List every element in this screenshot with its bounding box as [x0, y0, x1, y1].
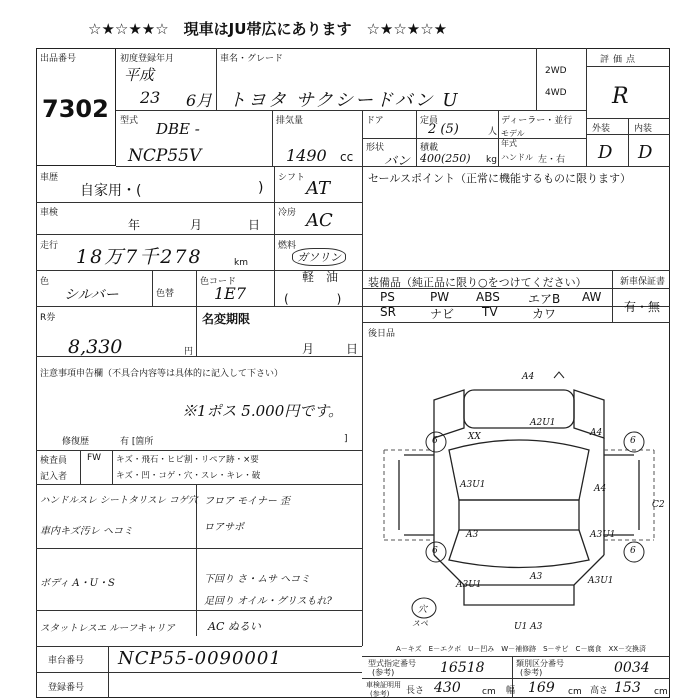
color-value: シルバー — [64, 287, 119, 303]
doors-label: ドア — [366, 116, 384, 126]
name-change-label: 名変期限 — [202, 312, 251, 326]
category-value: 0034 — [614, 660, 650, 676]
mark-a3u1-left: A3U1 — [460, 480, 486, 490]
inspector-code: FW — [87, 453, 102, 463]
mark-a3-left: A3 — [466, 530, 479, 540]
repair-close: ] — [344, 434, 348, 444]
model-code: NCP55V — [128, 146, 202, 166]
mileage-value: 18万7千278 — [76, 246, 203, 268]
dealer-model-sub: 年式 — [501, 139, 517, 148]
load-value: 400(250) — [420, 152, 471, 165]
fuel-value: ガソリン — [292, 248, 346, 266]
mileage-unit: km — [234, 258, 248, 268]
color-code-label: 色コード — [200, 277, 237, 287]
inspector-label: 検査員 — [40, 456, 68, 466]
car-name-label: 車名・グレード — [220, 54, 284, 64]
damage-legend: A－キズ E－エクボ U－凹み W－補修跡 S－サビ C－腐食 XX－交換済 — [396, 645, 647, 653]
drive-2wd: 2WD — [545, 66, 567, 76]
remark-1: ハンドルスレ シートタリスレ コゲ穴 — [40, 495, 198, 506]
usage-value: 自家用・( — [80, 183, 142, 199]
width-unit: cm — [568, 687, 582, 697]
fuel-sub: 軽 油 — [302, 270, 339, 284]
length-unit: cm — [482, 687, 496, 697]
lot-number: 7302 — [42, 95, 109, 123]
shape-value: バン — [384, 154, 411, 169]
wheel-mark-rl: 6 — [432, 546, 438, 556]
mark-bottom: U1 A3 — [514, 622, 543, 632]
equip-tv: TV — [482, 305, 498, 319]
equip-leather: カワ — [532, 307, 557, 321]
registration-month: 6月 — [186, 91, 213, 110]
rating-label: 評価点 — [600, 55, 640, 65]
recycle-value: 8,330 — [68, 336, 123, 358]
mark-left-hole: 穴 — [418, 605, 428, 615]
name-change-month: 月 — [302, 342, 315, 356]
inspection-label: 車検 — [40, 208, 59, 218]
writer-label: 記入者 — [40, 472, 68, 482]
remark-1b: フロア モイナー 歪 — [204, 496, 291, 507]
handle-label: ハンドル — [501, 153, 533, 162]
mark-c2: C2 — [652, 500, 665, 510]
banner: ☆★☆★★☆ 現車はJU帯広にあります ☆★☆★☆★ — [88, 20, 448, 38]
reg-number-label: 登録番号 — [48, 683, 85, 693]
equip-navi: ナビ — [430, 307, 455, 321]
fuel-label: 燃料 — [278, 241, 297, 251]
remark-3: ボディ A・U・S — [40, 578, 115, 589]
load-label: 積載 — [420, 143, 439, 153]
recycle-label: R券 — [40, 313, 56, 323]
displacement-value: 1490 — [286, 146, 327, 165]
inspector-legend-2: キズ・凹・コゲ・穴・スレ・キレ・破 — [116, 471, 261, 481]
remark-4: スタットレスエ ルーフキャリア — [40, 623, 175, 634]
fuel-paren: ( ) — [284, 292, 342, 306]
color-change-label: 色替 — [156, 289, 175, 299]
wheel-mark-rr: 6 — [630, 546, 636, 556]
length-label: 長さ — [406, 686, 425, 696]
category-sub: (参考) — [520, 668, 543, 677]
length-value: 430 — [434, 680, 461, 696]
capacity-label: 定員 — [420, 116, 439, 126]
dealer-label: ディーラー・並行 — [501, 116, 573, 126]
rating-value: R — [612, 84, 629, 109]
chassis-label: 車台番号 — [48, 656, 85, 666]
drive-4wd: 4WD — [545, 88, 567, 98]
lot-label: 出品番号 — [40, 54, 77, 64]
warranty-label: 新車保証書 — [620, 277, 666, 287]
width-value: 169 — [528, 680, 555, 696]
inspection-day: 日 — [248, 218, 261, 232]
equip-aw: AW — [582, 290, 602, 304]
color-label: 色 — [40, 277, 50, 287]
usage-close: ) — [258, 180, 264, 196]
ac-value: AC — [306, 210, 333, 231]
mark-left-sub: スペ — [412, 619, 428, 628]
exterior-label: 外装 — [592, 124, 611, 134]
shift-value: AT — [306, 178, 331, 199]
dealer-model-label: モデル — [501, 129, 525, 138]
height-label: 高さ — [590, 686, 609, 696]
wheel-mark-fl: 6 — [432, 436, 438, 446]
model-label: 型式 — [120, 116, 139, 126]
capacity-value: 2 (5) — [428, 122, 459, 137]
registration-era: 平成 — [124, 66, 155, 84]
warranty-value: 有・無 — [624, 300, 661, 314]
sales-points-label: セールスポイント（正常に機能するものに限ります） — [368, 172, 632, 185]
registration-year: 23 — [140, 88, 161, 107]
mark-a2u1: A2U1 — [530, 418, 556, 428]
recycle-unit: 円 — [184, 347, 194, 357]
interior-label: 内装 — [634, 124, 653, 134]
equip-airbag: エアB — [528, 292, 561, 306]
mark-a3u1-bottom: A3U1 — [588, 576, 614, 586]
inspector-legend-1: キズ・飛石・ヒビ割・リペア跡・×要 — [116, 455, 259, 465]
equip-pw: PW — [430, 290, 450, 304]
model-prefix: DBE - — [156, 120, 200, 138]
ac-label: 冷房 — [278, 208, 297, 218]
displacement-unit: cc — [340, 150, 354, 164]
remark-3b: 下回り さ・ムサ ヘコミ — [204, 574, 311, 585]
name-change-day: 日 — [346, 342, 359, 356]
wheel-mark-fr: 6 — [630, 436, 636, 446]
height-unit: cm — [654, 687, 668, 697]
mark-xx: XX — [468, 432, 481, 442]
equip-ps: PS — [380, 290, 395, 304]
cert-sub: (参考) — [370, 690, 390, 698]
height-value: 153 — [614, 680, 641, 696]
car-name-value: トヨタ サクシードバン U — [228, 90, 460, 111]
category-label: 類別区分番号 — [516, 659, 564, 668]
usage-label: 車歴 — [40, 173, 59, 183]
repair-label: 修復歴 — [62, 437, 90, 447]
chassis-value: NCP55-0090001 — [118, 648, 282, 669]
remark-2b: ロアサポ — [204, 522, 244, 533]
remark-2: 車内キズ汚レ ヘコミ — [40, 526, 133, 537]
after-market-label: 後日品 — [368, 329, 396, 339]
displacement-label: 排気量 — [276, 116, 304, 126]
exterior-value: D — [598, 142, 613, 163]
equip-sr: SR — [380, 305, 396, 319]
capacity-unit: 人 — [488, 127, 498, 137]
shift-label: シフト — [278, 173, 306, 183]
width-label: 幅 — [506, 686, 516, 696]
mark-a4-top: A4 — [522, 372, 535, 382]
remark-3c: 足回り オイル・グリスもれ? — [204, 596, 332, 607]
designation-label: 型式指定番号 — [368, 659, 416, 668]
load-unit: kg — [486, 155, 497, 165]
notes-text: ※1ポス 5.000円です。 — [182, 402, 344, 420]
equipment-label: 装備品（純正品に限り○をつけてください） — [368, 276, 587, 289]
notes-label: 注意事項申告欄（不具合内容等は具体的に記入して下さい） — [40, 369, 284, 379]
equip-abs: ABS — [476, 290, 500, 304]
mark-a4-right: A4 — [590, 428, 603, 438]
designation-sub: (参考) — [372, 668, 395, 677]
designation-value: 16518 — [440, 660, 485, 676]
inspection-month: 月 — [190, 218, 203, 232]
mileage-label: 走行 — [40, 241, 59, 251]
mark-a4-mid: A4 — [594, 484, 607, 494]
shape-label: 形状 — [366, 143, 385, 153]
color-code: 1E7 — [214, 284, 247, 303]
handle-value: 左・右 — [538, 155, 566, 165]
mark-a3u1-right: A3U1 — [590, 530, 616, 540]
car-damage-diagram — [364, 360, 668, 640]
mark-a3-center: A3 — [530, 572, 543, 582]
repair-value: 有 [箇所 — [120, 437, 154, 447]
inspection-year: 年 — [128, 218, 141, 232]
mark-a3u1-bottom-left: A3U1 — [456, 580, 482, 590]
remark-4b: AC ぬるい — [208, 620, 261, 633]
cert-label: 車検証明用 — [366, 681, 401, 689]
registration-label: 初度登録年月 — [120, 54, 175, 64]
interior-value: D — [638, 142, 653, 163]
